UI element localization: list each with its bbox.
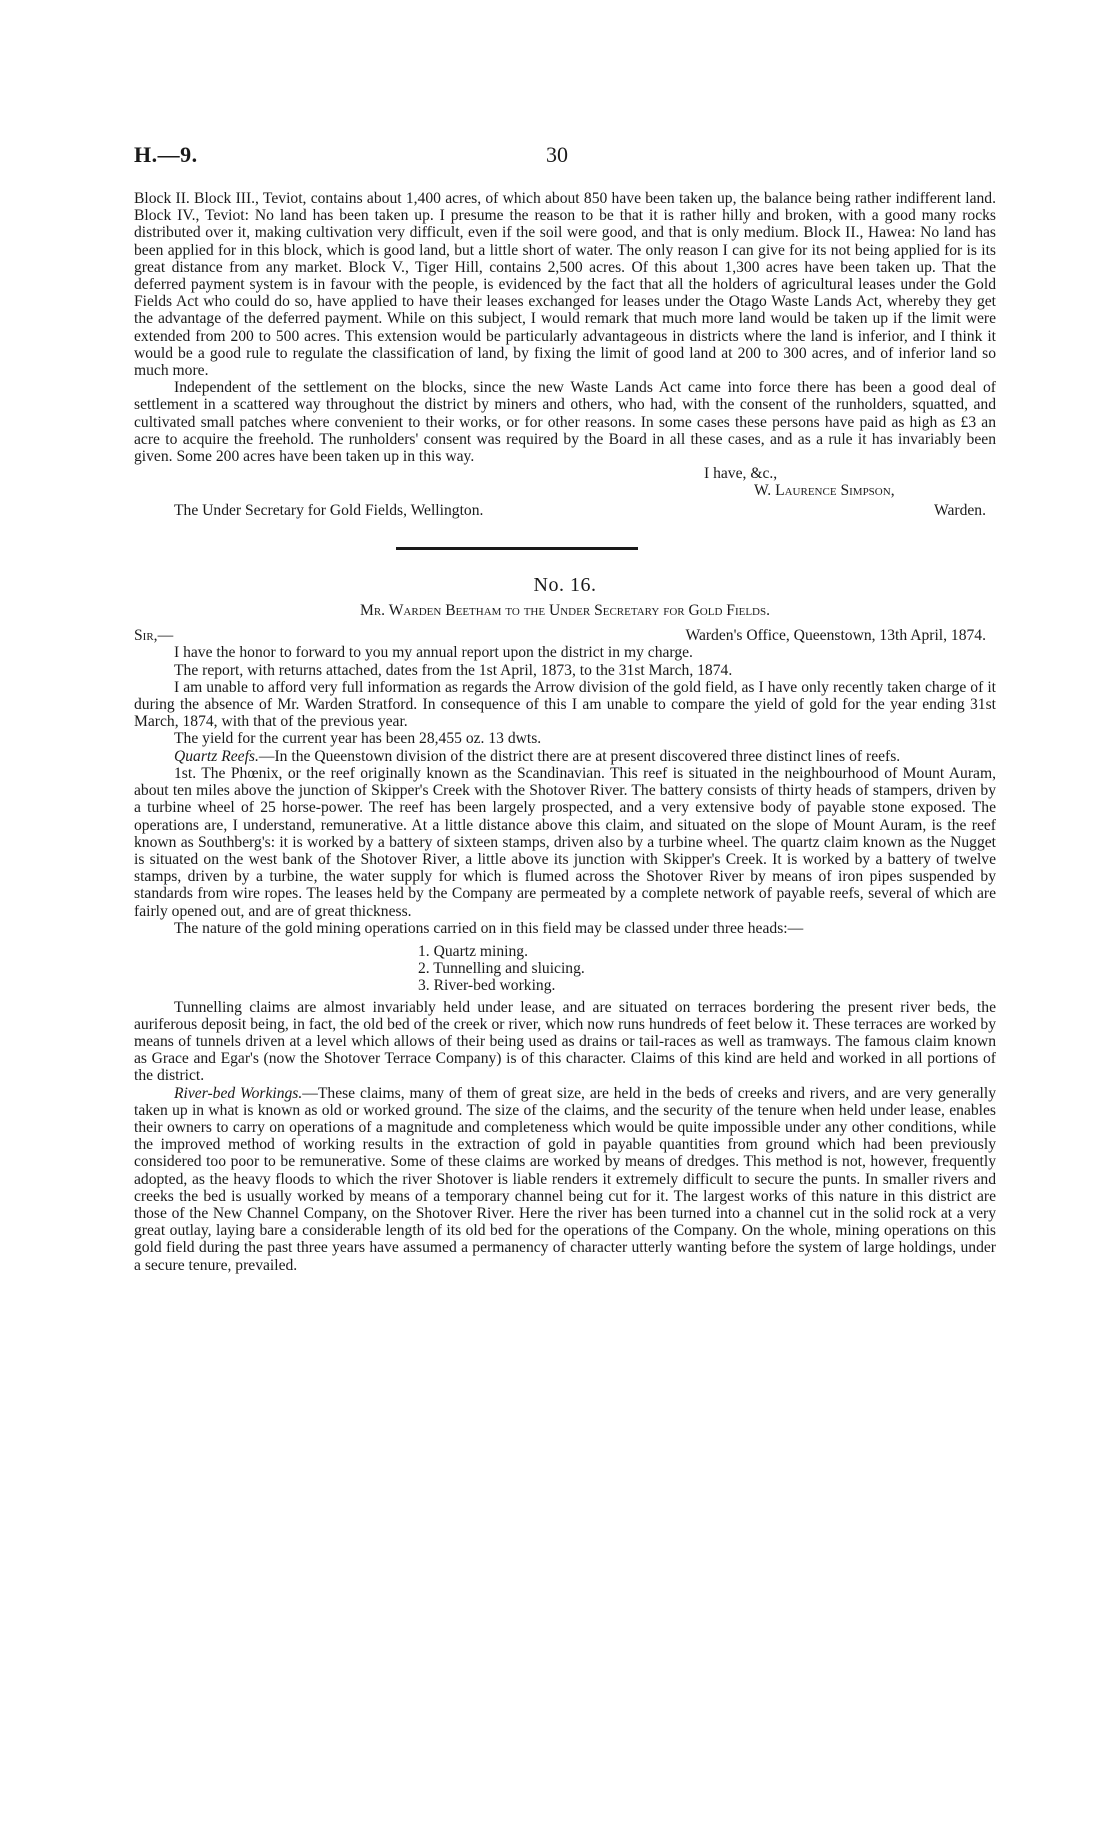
section-heading: River-bed Workings.	[174, 1084, 303, 1102]
list-item: 1. Quartz mining.	[418, 942, 529, 960]
paragraph	[134, 748, 996, 765]
numbered-list	[134, 943, 996, 995]
paragraph: Block II. Block III., Teviot, contains about 1,400 acres, of which about 850 have been taken up, the balance being rather indifferent land. Block IV., Teviot: No land has been taken up. I presume the reason to be that it is rather hilly and broken, with a good many rocks distributed over it, making cultivation very difficult, even if the soil were good, and that is only medium. Block II., Hawea: No land has been applied for in this block, which is good land, but a little short of water. The only reason I can give for its not being applied for is its great distance from any market. Block V., Tiger Hill, contains 2,500 acres. Of this about 1,300 acres have been taken up. That the deferred payment system is in favour with the people, is evidenced by the fact that all the holders of agricultural leases under the Gold Fields Act who could do so, have applied to have their leases exchanged for leases under the Otago Waste Lands Act, whereby they get the advantage of the deferred payment. While on this subject, I would remark that much more land would be taken up if the limit were extended from 200 to 500 acres. This extension would be particularly advantageous in districts where the land is inferior, and I think it would be a good rule to regulate the classification of land, by fixing the limit of good land at 200 to 300 acres, and of inferior land so much more.	[134, 190, 996, 380]
address-date: Warden's Office, Queenstown, 13th April, 1874.	[685, 627, 986, 645]
paragraph: Tunnelling claims are almost invariably held under lease, and are situated on terraces bordering the present river beds, the auriferous deposit being, in fact, the old bed of the creek or river, which now runs hundreds of feet below it. These terraces are worked by means of tunnels driven at a level which allows of their being used as drains or tail-races as well as tramways. The famous claim known as Grace and Egar's (now the Shotover Terrace Company) is of this character. Claims of this kind are held and worked in all portions of the district.	[134, 998, 996, 1085]
section-divider	[134, 519, 996, 573]
closing-line: I have, &c.,	[704, 465, 778, 483]
paragraph-text: —These claims, many of them of great size, are held in the beds of creeks and rivers, and are very generally taken up in what is known as old or worked ground. The size of the claims, and the security of the tenure when held under lease, enables their owners to carry on operations of a magnitude and completeness which would be quite impossible under any other conditions, while the improved method of working results in the extraction of gold in payable quantities from ground which had been previously considered too poor to be remunerative. Some of these claims are worked by means of dredges. This method is not, however, frequently adopted, as the heavy floods to which the river Shotover is liable renders it extremely difficult to secure the punts. In smaller rivers and creeks the bed is usually worked by means of a temporary channel being cut for it. The largest works of this nature in this district are those of the New Channel Company, on the Shotover River. Here the river has been turned into a channel cut in the solid rock at a very great outlay, laying bare a considerable length of its old bed for the operations of the Company. On the whole, mining operations on this gold field during the past three years have assumed a permanency of character utterly wanting before the system of large holdings, under a secure tenure, prevailed.	[134, 1084, 996, 1274]
document-body	[134, 190, 996, 1274]
paragraph: 1st. The Phœnix, or the reef originally known as the Scandinavian. This reef is situated in the neighbourhood of Mount Auram, about ten miles above the junction of Skipper's Creek with the Shotover River. The battery consists of thirty heads of stampers, driven by a turbine wheel of 25 horse-power. The reef has been largely prospected, and a very extensive body of payable stone exposed. The operations are, I understand, remunerative. At a little distance above this claim, and situated on the slope of Mount Auram, is the reef known as Southberg's: it is worked by a battery of sixteen stamps, driven also by a turbine wheel. The quartz claim known as the Nugget is situated on the west bank of the Shotover River, a little above its junction with Skipper's Creek. It is worked by a battery of twelve stamps, driven by a turbine, the water supply for which is flumed across the Shotover River by means of iron pipes suspended by standards from wire ropes. The leases held by the Company are permeated by a complete network of payable reefs, several of which are fairly opened out, and are of great thickness.	[134, 764, 996, 920]
document-id: H.—9.	[134, 142, 198, 167]
page-number: 30	[546, 142, 568, 167]
signatory-name: W. Laurence Simpson,	[754, 482, 895, 500]
salutation: Sir,—	[134, 627, 174, 645]
signatory-title: Warden.	[934, 501, 986, 519]
page-header	[134, 142, 994, 172]
letter-subheading: Mr. Warden Beetham to the Under Secretary for Gold Fields.	[359, 602, 771, 620]
salutation-line	[134, 627, 996, 644]
paragraph: The yield for the current year has been 28,455 oz. 13 dwts.	[174, 730, 542, 748]
paragraph: The nature of the gold mining operations carried on in this field may be classed under three heads:—	[174, 919, 804, 937]
letter-number: No. 16.	[533, 573, 597, 596]
addressee: The Under Secretary for Gold Fields, Wellington.	[174, 501, 484, 519]
paragraph	[134, 1085, 996, 1274]
address-line	[134, 502, 996, 519]
paragraph: I have the honor to forward to you my annual report upon the district in my charge.	[174, 644, 693, 662]
divider-rule	[396, 547, 638, 550]
paragraph: The report, with returns attached, dates from the 1st April, 1873, to the 31st March, 1874.	[174, 661, 733, 679]
list-item: 2. Tunnelling and sluicing.	[418, 960, 585, 978]
paragraph: I am unable to afford very full information as regards the Arrow division of the gold field, as I have only recently taken charge of it during the absence of Mr. Warden Stratford. In consequence of this I am unable to compare the yield of gold for the year ending 31st March, 1874, with that of the previous year.	[134, 678, 996, 731]
list-item: 3. River-bed working.	[418, 977, 556, 995]
section-heading: Quartz Reefs.	[174, 747, 259, 765]
paragraph-text: —In the Queenstown division of the district there are at present discovered three distinct lines of reefs.	[258, 747, 901, 765]
paragraph: Independent of the settlement on the blocks, since the new Waste Lands Act came into force there has been a good deal of settlement in a scattered way throughout the district by miners and others, who had, with the consent of the runholders, squatted, and cultivated small patches where convenient to their works, or for other reasons. In some cases these persons have paid as high as £3 an acre to acquire the freehold. The runholders' consent was required by the Board in all these cases, and as a rule it has invariably been given. Some 200 acres have been taken up in this way.	[134, 379, 996, 466]
